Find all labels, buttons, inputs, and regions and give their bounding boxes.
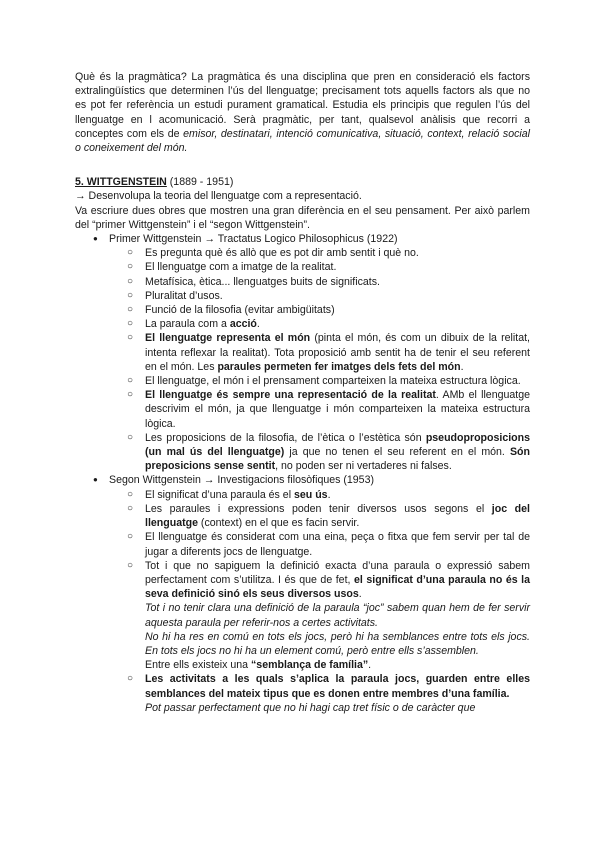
bold-text: Són preposicions sense sentit: [145, 446, 530, 473]
list-item: [127, 331, 530, 374]
list-item: ○ Es pregunta què és allò que es pot dir amb sentit i què no.: [127, 246, 530, 260]
list-item: ○ El llenguatge, el món i el prensament comparteixen la mateixa estructura lògica.: [127, 374, 530, 388]
text: .: [256, 318, 260, 331]
list-item: [127, 672, 530, 715]
bold-text: El llenguatge és sempre una representació de la realitat: [145, 389, 436, 402]
text: , no poden ser ni vertaderes ni falses.: [275, 460, 452, 473]
text: . AMb el llenguatge descrivim el món, ja que llenguatge i món comparteixen la mateixa estructura lògica.: [145, 389, 530, 430]
bold-text: “semblança de família”: [251, 659, 369, 672]
list-item: [127, 388, 530, 431]
bold-text: el significat d’una paraula no és la seva definició sinó els seus diversos usos: [145, 573, 530, 601]
text: .: [368, 659, 372, 672]
bold-text: Les activitats a les quals s’aplica la paraula jocs, guarden entre elles semblances del mateix tipus que es donen entre membres d’una família.: [145, 673, 530, 700]
section-line1: → Desenvolupa la teoria del llenguatge com a representació.: [75, 190, 362, 203]
wittgenstein-list: [75, 232, 530, 715]
list-item-second-wittgenstein: [93, 473, 530, 714]
text: Les proposicions de la filosofia, de l’ètica o l’estètica són: [145, 431, 426, 444]
bold-text: seu ús: [294, 488, 328, 501]
list-item: ○ El llenguatge com a imatge de la realitat.: [127, 260, 530, 274]
section-line2: Va escriure dues obres que mostren una gran diferència en el seu pensament. Per això parlem del “primer Wittgenstein” i el “segon Wittgenstein”.: [75, 204, 530, 231]
list-item: ○ Metafísica, ètica... llenguatges buits de significats.: [127, 275, 530, 289]
section-heading: [75, 175, 530, 189]
text: (context) en el que es facin servir.: [197, 517, 360, 530]
document-content: [75, 70, 530, 715]
text: .: [358, 588, 362, 601]
section-title: 5. WITTGENSTEIN: [75, 176, 167, 189]
list-item: [127, 431, 530, 474]
text: Entre ells existeix una: [145, 659, 251, 672]
section-dates: (1889 - 1951): [166, 176, 234, 189]
text: .: [460, 360, 464, 373]
bold-text: paraules permeten fer imatges dels fets del món: [217, 360, 461, 373]
intro-italic-terms: emisor, destinatari, intenció comunicativa, situació, context, relació social o coneixement del món.: [75, 127, 531, 155]
first-wittgenstein-label: Primer Wittgenstein → Tractatus Logico Philosophicus (1922): [109, 233, 398, 246]
second-wittgenstein-label: Segon Wittgenstein → Investigacions filosòfiques (1953): [109, 474, 374, 487]
italic-example: Tot i no tenir clara una definició de la paraula “joc” sabem quan hem de fer servir aquesta paraula per referir-nos a certes activitats.: [145, 602, 530, 629]
list-item: [127, 488, 530, 502]
list-item: [127, 502, 530, 530]
bold-text: acció: [229, 318, 257, 331]
intro-text: Què és la pragmàtica? La pragmàtica és una disciplina que pren en consideració els factors extralingüístics que determinen l’ús del llenguatge; precisament tots aquells factors als que no es pot fer referència un estudi purament gramatical. Estudia els principis que regulen l’ús del llenguatge en l acomunicació. Serà pragmàtic, per tant, qualsevol anàlisis que recorri a conceptes com els de: [75, 71, 530, 140]
text: Les paraules i expressions poden tenir diversos usos segons el: [145, 502, 492, 515]
italic-example: Pot passar perfectament que no hi hagi cap tret físic o de caràcter que: [145, 701, 476, 714]
list-item: ○ Funció de la filosofia (evitar ambigüitats): [127, 303, 530, 317]
second-wittgenstein-sublist: [109, 488, 530, 715]
list-item: ○ Pluralitat d’usos.: [127, 289, 530, 303]
bold-text: pseudoproposicions (un mal ús del llenguatge): [145, 431, 530, 459]
list-item: [127, 317, 530, 331]
bold-text: El llenguatge representa el món: [145, 332, 311, 345]
text: (pinta el món, és com un dibuix de la relitat, intenta reflexar la realitat). Tota proposició amb sentit ha de tenir el seu referent en el món. Les: [145, 332, 530, 373]
list-item: [127, 559, 530, 673]
italic-example: No hi ha res en comú en tots els jocs, però hi ha semblances entre tots els jocs. En tots els jocs no hi ha un element comú, però entre ells s’assemblen.: [145, 630, 530, 657]
first-wittgenstein-sublist: [109, 246, 530, 473]
text: Tot i que no sapiguem la definició exacta d’una paraula o expressió sabem perfectament com s’utilitza. I és que de fet,: [145, 559, 530, 586]
bold-text: joc del llenguatge: [145, 502, 530, 530]
text: ja que no tenen el seu referent en el món.: [284, 446, 510, 459]
intro-paragraph: [75, 70, 530, 155]
text: El significat d’una paraula és el: [145, 488, 294, 501]
text: .: [327, 488, 331, 501]
text: La paraula com a: [145, 318, 230, 331]
list-item: ○ El llenguatge és considerat com una eina, peça o fitxa que fem servir per tal de jugar a diferents jocs de llenguatge.: [127, 530, 530, 558]
list-item-first-wittgenstein: [93, 232, 530, 473]
